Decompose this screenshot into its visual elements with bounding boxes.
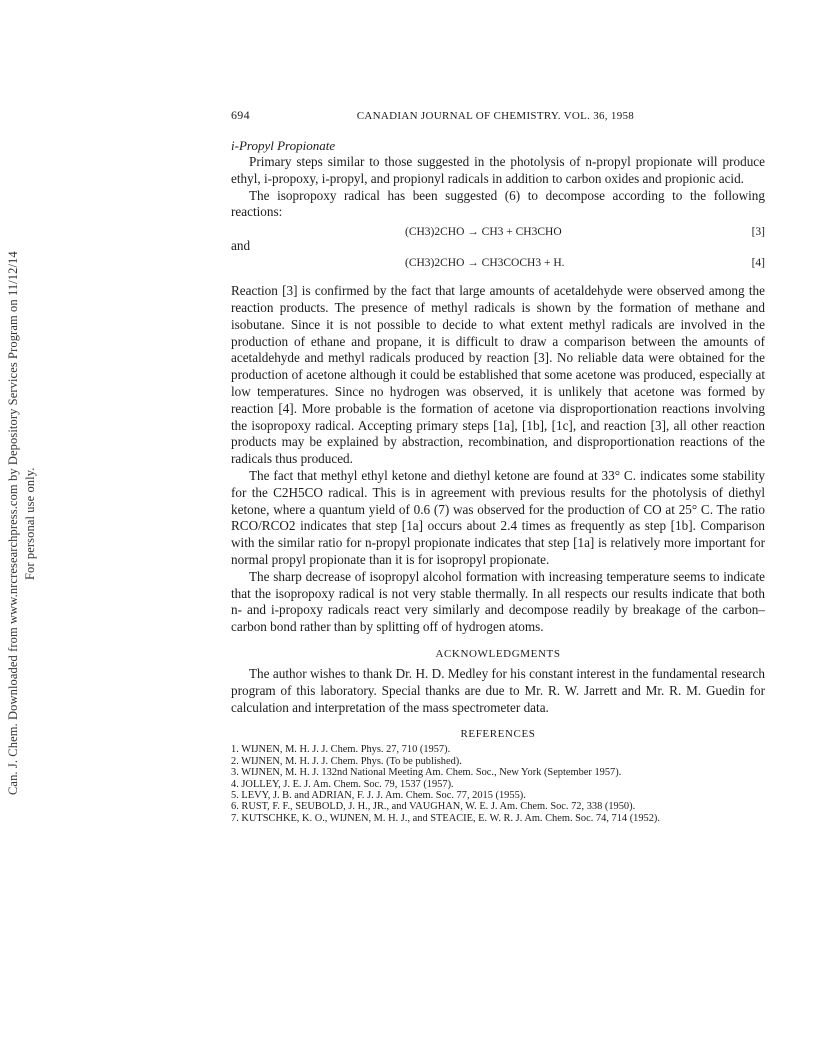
paragraph-1: Primary steps similar to those suggested in the photolysis of n-propyl propionate will produce ethyl, i-propoxy, i-propyl, and propionyl radicals in addition to carbon oxides and propionic acid. <box>231 154 765 186</box>
and-word: and <box>231 238 251 254</box>
references-heading: REFERENCES <box>460 728 536 741</box>
page-number: 694 <box>231 108 250 122</box>
equation-3-tag: [3] <box>751 226 765 239</box>
download-watermark <box>4 200 44 800</box>
reference-item: 2. WIJNEN, M. H. J. J. Chem. Phys. (To be published). <box>231 755 462 767</box>
acknowledgments-text: The author wishes to thank Dr. H. D. Medley for his constant interest in the fundamental research program of this laboratory. Special thanks are due to Mr. R. W. Jarrett and Mr. R. M. Guedin for calculation and interpretation of the mass spectrometer data. <box>231 665 765 715</box>
download-notice: Can. J. Chem. Downloaded from www.nrcresearchpress.com by Depository Services Program on 11/12/14 <box>6 251 20 795</box>
reference-item: 4. JOLLEY, J. E. J. Am. Chem. Soc. 79, 1537 (1957). <box>231 778 454 790</box>
reference-item: 5. LEVY, J. B. and ADRIAN, F. J. J. Am. Chem. Soc. 77, 2015 (1955). <box>231 789 526 801</box>
equation-3-formula: (CH3)2CHO → CH3 + CH3CHO <box>405 226 562 239</box>
reference-item: 6. RUST, F. F., SEUBOLD, J. H., JR., and VAUGHAN, W. E. J. Am. Chem. Soc. 72, 338 (1950). <box>231 801 636 813</box>
running-header <box>231 108 765 123</box>
paragraph-5: The sharp decrease of isopropyl alcohol formation with increasing temperature seems to indicate that the isopropoxy radical is not very stable thermally. In all respects our results indicate that both n- and i-propoxy radicals react very similarly and decompose readily by breakage of the carbon–carbon bond rather than by splitting off of hydrogen atoms. <box>231 568 765 635</box>
journal-title: CANADIAN JOURNAL OF CHEMISTRY. VOL. 36, 1958 <box>356 110 635 122</box>
reference-item: 3. WIJNEN, M. H. J. 132nd National Meeting Am. Chem. Soc., New York (September 1957). <box>231 767 622 779</box>
reference-item: 1. WIJNEN, M. H. J. J. Chem. Phys. 27, 710 (1957). <box>231 744 451 756</box>
acknowledgments-heading: ACKNOWLEDGMENTS <box>435 647 561 660</box>
equation-3 <box>231 224 765 240</box>
paragraph-3: Reaction [3] is confirmed by the fact that large amounts of acetaldehyde were observed among the reaction products. The presence of methyl radicals is shown by the formation of methane and isobutane. Since it is not possible to decide to what extent methyl radicals are involved in the production of ethane and propane, it is difficult to draw a comparison between the amounts of acetaldehyde and methyl radicals produced by reaction [3]. No reliable data were obtained for the production of acetone although it could be established that some acetone was produced, especially at low temperatures. Since no hydrogen was observed, it is unlikely that acetone was formed by reaction [4]. More probable is the formation of acetone via disproportionation reactions involving the isopropoxy radical. Accepting primary steps [1a], [1b], [1c], and reaction [3], all other reaction products may be explained by abstraction, recombination, and disproportionation reactions of the radicals thus produced. <box>231 283 765 467</box>
personal-use-notice: For personal use only. <box>23 467 37 580</box>
reference-item: 7. KUTSCHKE, K. O., WIJNEN, M. H. J., and STEACIE, E. W. R. J. Am. Chem. Soc. 74, 714 (1952). <box>231 812 660 824</box>
paragraph-2: The isopropoxy radical has been suggested (6) to decompose according to the following reactions: <box>231 187 765 220</box>
paragraph-4: The fact that methyl ethyl ketone and diethyl ketone are found at 33° C. indicates some stability for the C2H5CO radical. This is in agreement with previous results for the photolysis of diethyl ketone, where a quantum yield of 0.6 (7) was observed for the production of CO at 25° C. The ratio RCO/RCO2 indicates that step [1a] occurs about 2.4 times as frequently as step [1b]. Comparison with the similar ratio for n-propyl propionate indicates that step [1a] is relatively more important for normal propyl propionate than it is for isopropyl propionate. <box>231 467 765 567</box>
section-title: i-Propyl Propionate <box>231 138 336 153</box>
equation-4-formula: (CH3)2CHO → CH3COCH3 + H. <box>405 257 565 270</box>
page-content <box>231 108 765 824</box>
equation-4-tag: [4] <box>751 257 765 270</box>
equation-4 <box>231 255 765 271</box>
reference-list <box>231 744 765 824</box>
